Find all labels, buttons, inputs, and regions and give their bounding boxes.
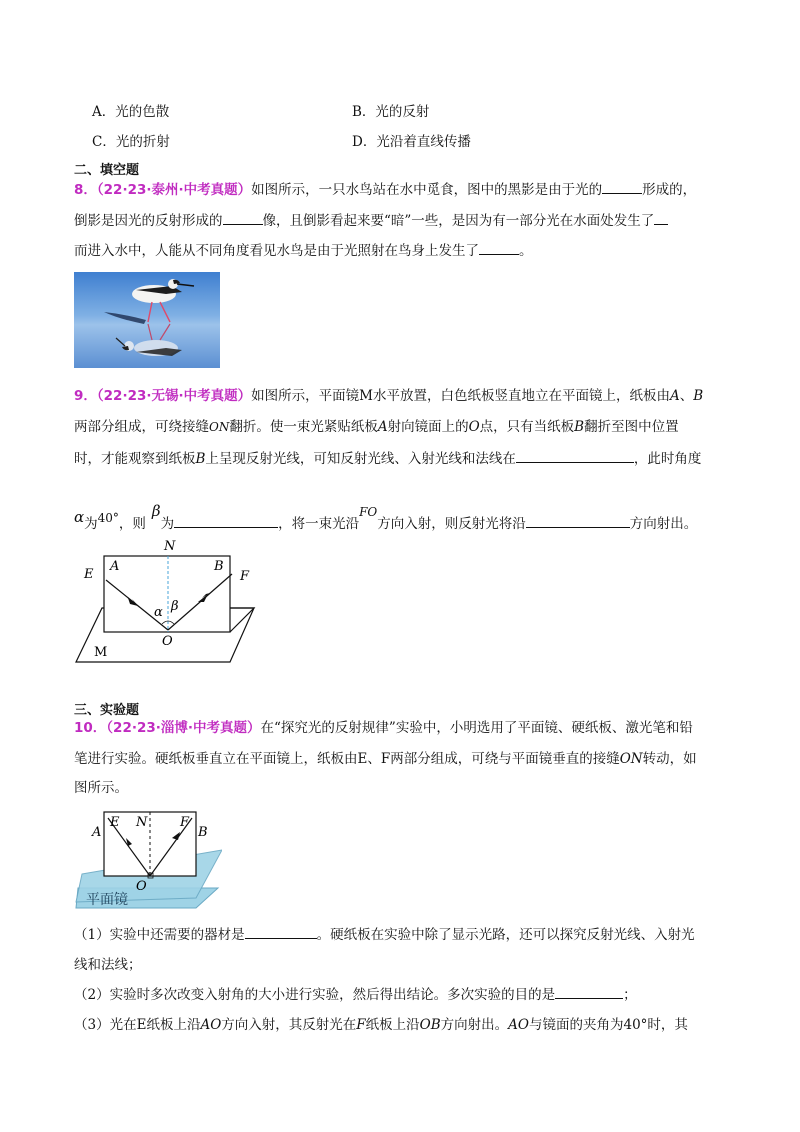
q9-var-a: A xyxy=(377,419,388,435)
q10-line-3 xyxy=(74,778,128,798)
q9-text: 点，只有当纸板 xyxy=(479,419,575,435)
q9-blank-3[interactable] xyxy=(526,514,630,528)
q9-var-b: B xyxy=(195,451,206,467)
q8-blank-2[interactable] xyxy=(223,211,263,225)
q10-text: 在“探究光的反射规律”实验中，小明选用了平面镜、硬纸板、激光笔和铅 xyxy=(260,720,693,736)
q8-source: （22·23·泰州·中考真题） xyxy=(96,182,252,198)
q9-text: ，将一束光沿 xyxy=(278,516,360,532)
q10-text: 与镜面的夹角为40°时，其 xyxy=(528,1017,688,1033)
q10-part-1-cont xyxy=(74,955,142,975)
q8-line-2 xyxy=(74,211,668,231)
q9-angle-value: 40° xyxy=(97,511,119,525)
q10-blank-1[interactable] xyxy=(245,925,317,939)
q9-source: （22·23·无锡·中考真题） xyxy=(96,388,252,404)
q8-text: 而进入水中，人能从不同角度看见水鸟是由于光照射在鸟身上发生了 xyxy=(74,243,479,259)
q9-var-b: B xyxy=(693,388,704,404)
q9-text: 如图所示，平面镜M水平放置，白色纸板竖直地立在平面镜上，纸板由 xyxy=(251,388,670,404)
fig9-label-alpha: α xyxy=(154,605,163,620)
q10-text: 方向入射，其反射光在 xyxy=(221,1017,357,1033)
option-a: A．光的色散 xyxy=(92,104,170,120)
q9-text: 射向镜面上的 xyxy=(387,419,469,435)
q9-text: 、 xyxy=(679,388,694,404)
q9-var-fo: FO xyxy=(359,505,378,519)
q10-line-2 xyxy=(74,749,697,769)
q9-line-2 xyxy=(74,417,679,437)
fig9-label-b: B xyxy=(214,559,224,574)
fig9-label-f: F xyxy=(240,569,250,584)
q10-text: 笔进行实验。硬纸板垂直立在平面镜上，纸板由E、F两部分组成，可绕与平面镜垂直的接缝 xyxy=(74,751,620,767)
q9-var-o: O xyxy=(468,419,480,435)
q10-reflection-diagram xyxy=(72,806,222,912)
section-title-experiment: 三、实验题 xyxy=(74,703,140,718)
q9-text: 翻折。使一束光紧贴纸板 xyxy=(229,419,378,435)
q10-text: 转动，如 xyxy=(642,751,697,767)
fig10-mirror-label: 平面镜 xyxy=(86,892,128,908)
q10-var-ao: AO xyxy=(508,1017,529,1033)
q10-text: （3）光在E纸板上沿 xyxy=(74,1017,201,1033)
q10-text: 图所示。 xyxy=(74,780,128,796)
q10-blank-2[interactable] xyxy=(555,985,623,999)
q10-text: 线和法线； xyxy=(74,957,142,973)
fig10-label-a: A xyxy=(92,825,102,840)
option-c: C．光的折射 xyxy=(92,134,170,150)
fig9-label-e: E xyxy=(84,567,94,582)
q9-var-b: B xyxy=(574,419,585,435)
q10-part-3 xyxy=(74,1015,688,1035)
fig9-label-n: N xyxy=(164,539,176,554)
q8-line-3 xyxy=(74,241,533,261)
q9-line-4 xyxy=(74,496,697,539)
fig10-label-e: E xyxy=(110,815,120,830)
q10-text: 方向射出。 xyxy=(440,1017,509,1033)
q9-number: 9． xyxy=(74,388,97,404)
q8-blank-4[interactable] xyxy=(479,241,519,255)
fig9-label-o: O xyxy=(162,634,173,649)
q10-part-1 xyxy=(74,925,695,945)
q10-text: 。硬纸板在实验中除了显示光路，还可以探究反射光线、入射光 xyxy=(316,927,695,943)
q9-text: 上呈现反射光线，可知反射光线、入射光线和法线在 xyxy=(205,451,516,467)
fig10-label-f: F xyxy=(180,815,190,830)
q9-var-on: ON xyxy=(209,420,230,434)
q9-text: ，则 xyxy=(118,516,146,532)
fig9-label-beta: β xyxy=(171,599,179,614)
q10-var-on: ON xyxy=(619,751,643,767)
q8-text: 。 xyxy=(519,243,533,259)
bird-reflection-image xyxy=(74,272,220,368)
q9-blank-2[interactable] xyxy=(174,514,278,528)
q9-text: 方向射出。 xyxy=(629,516,698,532)
q10-text: （1）实验中还需要的器材是 xyxy=(74,927,245,943)
q10-line-1 xyxy=(74,718,693,738)
fig10-label-b: B xyxy=(198,825,208,840)
q8-number: 8． xyxy=(74,182,97,198)
q10-text: （2）实验时多次改变入射角的大小进行实验，然后得出结论。多次实验的目的是 xyxy=(74,987,556,1003)
fig10-label-n: N xyxy=(136,815,148,830)
q10-var-f: F xyxy=(356,1017,366,1033)
q9-text: 翻折至图中位置 xyxy=(584,419,679,435)
q9-beta-symbol: β xyxy=(151,502,161,520)
q8-text: 倒影是因光的反射形成的 xyxy=(74,213,223,229)
fig9-label-m: M xyxy=(94,645,108,660)
q9-reflection-diagram xyxy=(70,538,270,668)
q9-text: 为 xyxy=(160,516,175,532)
q9-text: 时，才能观察到纸板 xyxy=(74,451,196,467)
q8-text: 形成的， xyxy=(642,182,697,198)
q8-text: 如图所示，一只水鸟站在水中觅食，图中的黑影是由于光的 xyxy=(251,182,603,198)
fig10-label-o: O xyxy=(136,879,147,894)
q10-var-ao: AO xyxy=(200,1017,222,1033)
q10-source: （22·23·淄博·中考真题） xyxy=(106,720,261,736)
q9-line-1 xyxy=(74,386,703,406)
fig9-label-a: A xyxy=(110,559,120,574)
q9-alpha-symbol: α xyxy=(74,508,85,526)
q10-text: ； xyxy=(623,987,637,1003)
q9-text: ，此时角度 xyxy=(633,451,702,467)
q10-text: 纸板上沿 xyxy=(365,1017,420,1033)
q9-text: 方向入射，则反射光将沿 xyxy=(377,516,526,532)
q10-part-2 xyxy=(74,985,637,1005)
q9-text: 两部分组成，可绕接缝 xyxy=(74,419,209,435)
q9-text: 为 xyxy=(84,516,98,532)
option-b: B．光的反射 xyxy=(352,104,430,120)
q10-var-ob: OB xyxy=(419,1017,441,1033)
q8-text: 像，且倒影看起来要“暗”一些，是因为有一部分光在水面处发生了 xyxy=(262,213,655,229)
q8-line-1 xyxy=(74,180,696,200)
q9-line-3 xyxy=(74,449,701,469)
section-title-fill-blank: 二、填空题 xyxy=(74,163,140,178)
q8-blank-1[interactable] xyxy=(602,180,642,194)
option-d: D．光沿着直线传播 xyxy=(352,134,471,150)
q9-blank-1[interactable] xyxy=(516,449,634,463)
q8-blank-3[interactable] xyxy=(654,211,668,225)
q10-number: 10． xyxy=(74,720,107,736)
q9-var-a: A xyxy=(669,388,680,404)
